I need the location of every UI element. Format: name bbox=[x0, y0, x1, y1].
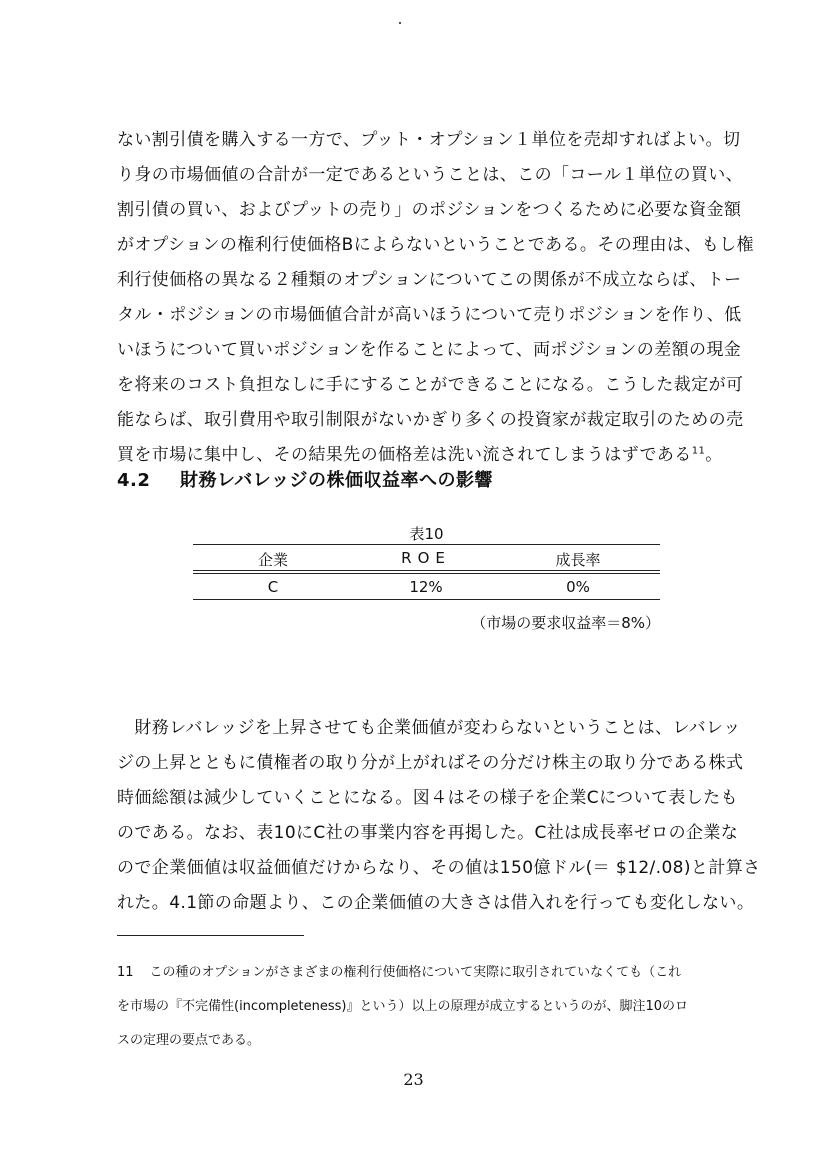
scan-mark bbox=[399, 22, 401, 24]
table-note: （市場の要求収益率＝8%） bbox=[471, 614, 660, 632]
paragraph-line: れた。4.1節の命題より、この企業価値の大きさは借入れを行っても変化しない。 bbox=[117, 893, 755, 913]
table-header-roe: ROE bbox=[401, 549, 451, 567]
footnote-number: 11 bbox=[117, 965, 134, 980]
paragraph-line: いほうについて買いポジションを作ることによって、両ポジションの差額の現金 bbox=[117, 340, 742, 360]
section-heading bbox=[117, 466, 493, 492]
section-title: 財務レバレッジの株価収益率への影響 bbox=[179, 470, 494, 491]
paragraph-line: 財務レバレッジを上昇させても企業価値が変わらないということは、レバレッ bbox=[117, 718, 741, 738]
table-cell-company: C bbox=[267, 578, 279, 596]
table-caption: 表10 bbox=[409, 525, 444, 543]
paragraph-line: 能ならば、取引費用や取引制限がないかぎり多くの投資家が裁定取引のための売 bbox=[117, 410, 744, 430]
table-header-company: 企業 bbox=[257, 551, 288, 569]
paragraph-line-last: 買を市場に集中し、その結果先の価格差は洗い流されてしまうはずである$^{11}$。 bbox=[117, 445, 723, 465]
paragraph-line: ない割引債を購入する一方で、プット・オプション１単位を売却すればよい。切 bbox=[117, 130, 741, 150]
paragraph-line: タル・ポジションの市場価値合計が高いほうについて売りポジションを作り、低 bbox=[117, 305, 742, 325]
footnote-separator bbox=[117, 935, 304, 936]
page-number: 23 bbox=[403, 1070, 424, 1089]
paragraph-line: のである。なお、表10にC社の事業内容を再掲した。C社は成長率ゼロの企業な bbox=[117, 823, 739, 843]
paragraph-line: ので企業価値は収益価値だけからなり、その値は150億ドル(＝ $12/.08)と計算さ bbox=[117, 858, 761, 878]
footnote-reference: 11 bbox=[691, 445, 706, 457]
table-top-rule bbox=[193, 544, 660, 545]
paragraph-line: ジの上昇とともに債権者の取り分が上がればその分だけ株主の取り分である株式 bbox=[117, 753, 744, 773]
paragraph-line: 利行使価格の異なる２種類のオプションについてこの関係が不成立ならば、トー bbox=[117, 270, 742, 290]
footnote-line-3: スの定理の要点である。 bbox=[117, 1033, 261, 1048]
table-header-rule-1 bbox=[193, 570, 660, 571]
table-bottom-rule bbox=[193, 599, 660, 600]
paragraph-text: 買を市場に集中し、その結果先の価格差は洗い流されてしまうはずである bbox=[117, 445, 692, 465]
footnote-line-2: を市場の『不完備性(incompleteness)』という）以上の原理が成立するというのが、脚注10のロ bbox=[117, 999, 689, 1014]
paragraph-line: を将来のコスト負担なしに手にすることができることになる。こうした裁定が可 bbox=[117, 375, 744, 395]
footnote-line-1 bbox=[117, 961, 737, 980]
table-header-rule-2 bbox=[193, 573, 660, 574]
footnote-text: この種のオプションがさまざまの権利行使価格について実際に取引されていなくても（これ bbox=[149, 965, 682, 980]
paragraph-line: 時価総額は減少していくことになる。図４はその様子を企業Cについて表したも bbox=[117, 788, 738, 808]
table-header-growth: 成長率 bbox=[555, 551, 601, 569]
paragraph-line: がオプションの権利行使価格Bによらないということである。その理由は、もし権 bbox=[117, 235, 754, 255]
table-cell-roe: 12% bbox=[409, 578, 443, 596]
section-number: 4.2 bbox=[117, 470, 151, 491]
table-cell-growth: 0% bbox=[566, 578, 590, 596]
paragraph-line: り身の市場価値の合計が一定であるということは、この「コール１単位の買い、 bbox=[117, 165, 744, 185]
paragraph-line: 割引債の買い、およびプットの売り」のポジションをつくるために必要な資金額 bbox=[117, 200, 742, 220]
